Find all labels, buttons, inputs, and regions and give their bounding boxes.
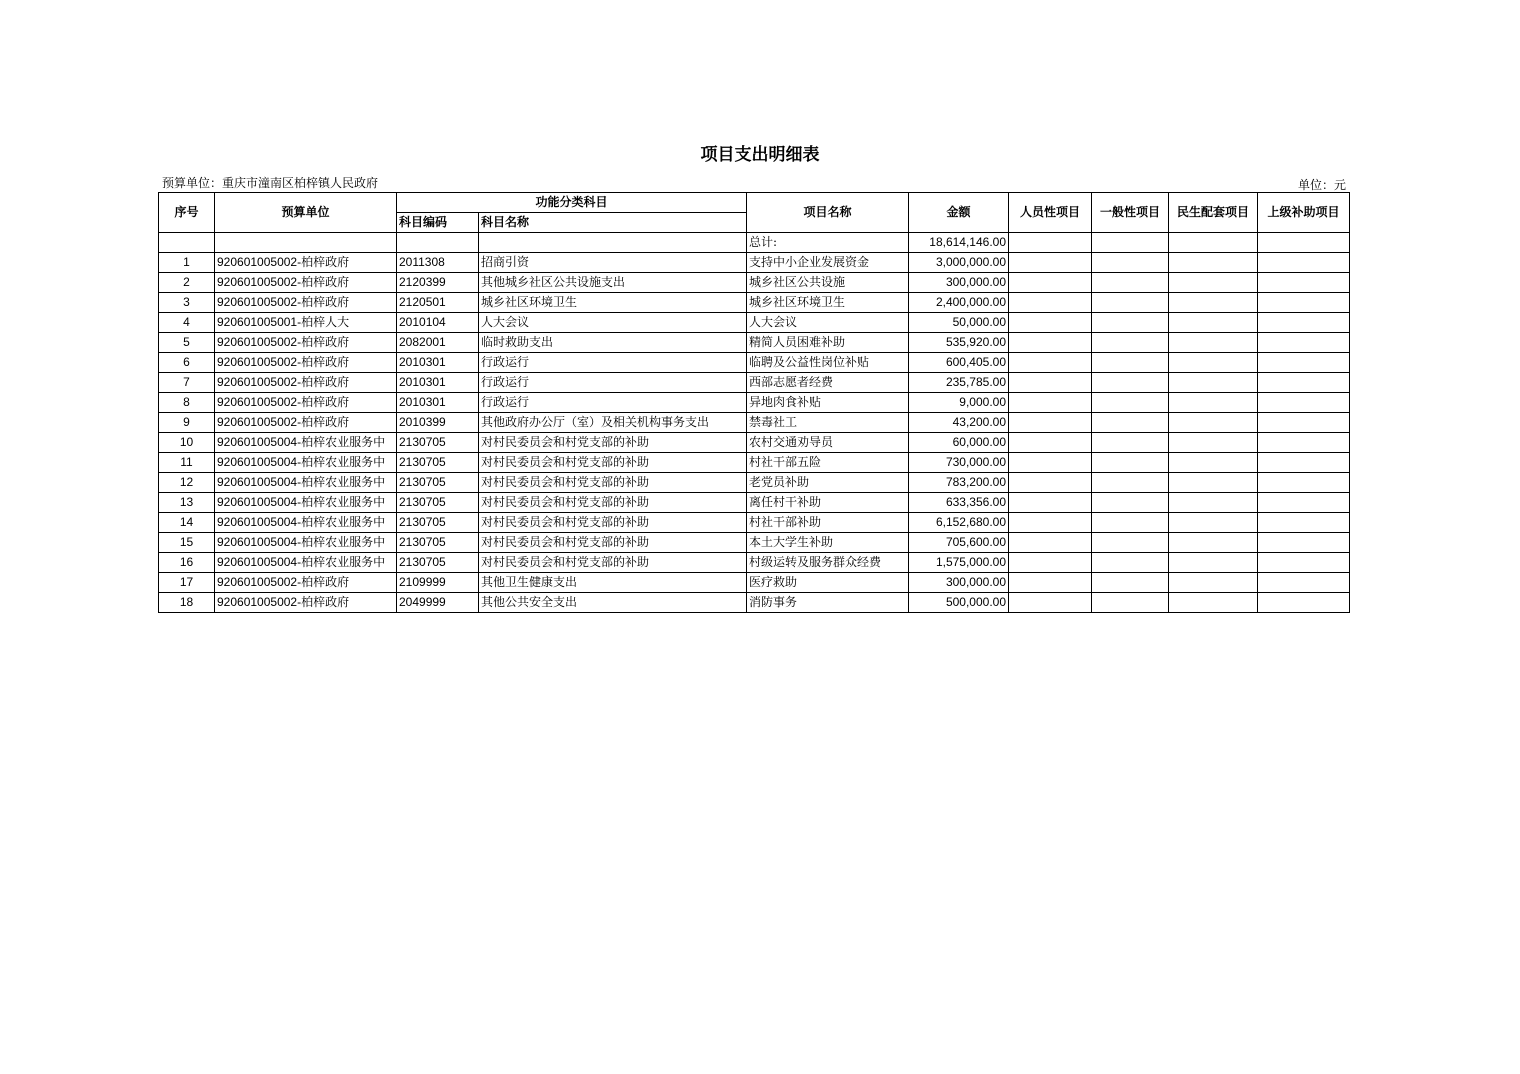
row-livelihood	[1169, 313, 1258, 333]
row-personnel	[1009, 313, 1092, 333]
row-project: 本土大学生补助	[747, 533, 909, 553]
row-project: 异地肉食补贴	[747, 393, 909, 413]
row-general	[1092, 413, 1169, 433]
row-func-name: 对村民委员会和村党支部的补助	[479, 433, 747, 453]
row-index: 14	[159, 513, 215, 533]
row-livelihood	[1169, 473, 1258, 493]
row-func-code: 2109999	[397, 573, 479, 593]
total-label: 总计:	[747, 233, 909, 253]
row-livelihood	[1169, 453, 1258, 473]
row-general	[1092, 513, 1169, 533]
row-livelihood	[1169, 353, 1258, 373]
table-row	[159, 533, 1350, 553]
row-func-code: 2130705	[397, 433, 479, 453]
row-project: 老党员补助	[747, 473, 909, 493]
table-row	[159, 453, 1350, 473]
row-subsidy	[1258, 573, 1350, 593]
row-livelihood	[1169, 393, 1258, 413]
row-project: 城乡社区公共设施	[747, 273, 909, 293]
row-general	[1092, 573, 1169, 593]
table-row	[159, 273, 1350, 293]
header-func-code: 科目编码	[397, 213, 479, 233]
row-personnel	[1009, 333, 1092, 353]
row-subsidy	[1258, 333, 1350, 353]
currency-unit-label: 单位：元	[1297, 178, 1346, 192]
header-func-group: 功能分类科目	[397, 193, 747, 213]
row-unit: 920601005004-柏梓农业服务中	[215, 513, 397, 533]
row-func-name: 临时救助支出	[479, 333, 747, 353]
row-subsidy	[1258, 273, 1350, 293]
header-index: 序号	[159, 193, 215, 233]
row-amount: 300,000.00	[909, 273, 1009, 293]
row-unit: 920601005002-柏梓政府	[215, 353, 397, 373]
row-func-name: 对村民委员会和村党支部的补助	[479, 473, 747, 493]
row-personnel	[1009, 553, 1092, 573]
row-func-code: 2010301	[397, 373, 479, 393]
row-personnel	[1009, 293, 1092, 313]
row-project: 村社干部五险	[747, 453, 909, 473]
row-project: 村社干部补助	[747, 513, 909, 533]
row-general	[1092, 313, 1169, 333]
row-general	[1092, 353, 1169, 373]
row-unit: 920601005002-柏梓政府	[215, 573, 397, 593]
row-amount: 1,575,000.00	[909, 553, 1009, 573]
row-general	[1092, 453, 1169, 473]
row-index: 17	[159, 573, 215, 593]
row-general	[1092, 493, 1169, 513]
row-unit: 920601005004-柏梓农业服务中	[215, 553, 397, 573]
row-amount: 535,920.00	[909, 333, 1009, 353]
row-func-name: 城乡社区环境卫生	[479, 293, 747, 313]
budget-unit-label: 预算单位：重庆市潼南区柏梓镇人民政府	[162, 176, 379, 190]
row-subsidy	[1258, 493, 1350, 513]
row-project: 离任村干补助	[747, 493, 909, 513]
table-row	[159, 513, 1350, 533]
row-index: 4	[159, 313, 215, 333]
table-row	[159, 493, 1350, 513]
row-amount: 300,000.00	[909, 573, 1009, 593]
row-personnel	[1009, 373, 1092, 393]
row-func-name: 招商引资	[479, 253, 747, 273]
table-row	[159, 433, 1350, 453]
header-amount: 金额	[909, 193, 1009, 233]
row-index: 9	[159, 413, 215, 433]
row-index: 3	[159, 293, 215, 313]
row-index: 6	[159, 353, 215, 373]
row-subsidy	[1258, 513, 1350, 533]
row-func-code: 2049999	[397, 593, 479, 613]
row-index: 1	[159, 253, 215, 273]
row-amount: 43,200.00	[909, 413, 1009, 433]
row-index: 7	[159, 373, 215, 393]
row-unit: 920601005004-柏梓农业服务中	[215, 433, 397, 453]
row-amount: 3,000,000.00	[909, 253, 1009, 273]
row-general	[1092, 393, 1169, 413]
table-row	[159, 473, 1350, 493]
row-livelihood	[1169, 273, 1258, 293]
table-row	[159, 353, 1350, 373]
row-func-name: 对村民委员会和村党支部的补助	[479, 453, 747, 473]
row-personnel	[1009, 533, 1092, 553]
table-row	[159, 373, 1350, 393]
row-livelihood	[1169, 333, 1258, 353]
row-personnel	[1009, 413, 1092, 433]
row-general	[1092, 473, 1169, 493]
row-index: 12	[159, 473, 215, 493]
row-general	[1092, 293, 1169, 313]
row-func-code: 2010301	[397, 353, 479, 373]
row-personnel	[1009, 473, 1092, 493]
row-func-code: 2130705	[397, 453, 479, 473]
total-row	[159, 233, 1350, 253]
row-general	[1092, 273, 1169, 293]
header-project: 项目名称	[747, 193, 909, 233]
row-index: 5	[159, 333, 215, 353]
row-unit: 920601005002-柏梓政府	[215, 293, 397, 313]
table-row	[159, 333, 1350, 353]
row-subsidy	[1258, 353, 1350, 373]
row-project: 精简人员困难补助	[747, 333, 909, 353]
row-func-name: 对村民委员会和村党支部的补助	[479, 553, 747, 573]
table-row	[159, 593, 1350, 613]
row-func-name: 其他公共安全支出	[479, 593, 747, 613]
row-subsidy	[1258, 313, 1350, 333]
row-func-code: 2010399	[397, 413, 479, 433]
row-func-code: 2010301	[397, 393, 479, 413]
row-general	[1092, 553, 1169, 573]
row-amount: 235,785.00	[909, 373, 1009, 393]
row-project: 人大会议	[747, 313, 909, 333]
row-amount: 60,000.00	[909, 433, 1009, 453]
row-index: 11	[159, 453, 215, 473]
row-func-name: 其他卫生健康支出	[479, 573, 747, 593]
row-func-code: 2120399	[397, 273, 479, 293]
row-general	[1092, 593, 1169, 613]
row-func-code: 2130705	[397, 473, 479, 493]
header-livelihood: 民生配套项目	[1169, 193, 1258, 233]
row-project: 禁毒社工	[747, 413, 909, 433]
row-func-code: 2130705	[397, 553, 479, 573]
row-subsidy	[1258, 533, 1350, 553]
row-livelihood	[1169, 593, 1258, 613]
row-func-name: 对村民委员会和村党支部的补助	[479, 513, 747, 533]
row-unit: 920601005002-柏梓政府	[215, 273, 397, 293]
row-personnel	[1009, 253, 1092, 273]
table-row	[159, 293, 1350, 313]
row-personnel	[1009, 493, 1092, 513]
row-unit: 920601005004-柏梓农业服务中	[215, 473, 397, 493]
row-unit: 920601005002-柏梓政府	[215, 413, 397, 433]
row-livelihood	[1169, 533, 1258, 553]
row-project: 医疗救助	[747, 573, 909, 593]
row-personnel	[1009, 353, 1092, 373]
row-subsidy	[1258, 293, 1350, 313]
row-livelihood	[1169, 413, 1258, 433]
row-func-name: 行政运行	[479, 373, 747, 393]
table-row	[159, 253, 1350, 273]
row-livelihood	[1169, 573, 1258, 593]
row-personnel	[1009, 593, 1092, 613]
row-subsidy	[1258, 473, 1350, 493]
row-livelihood	[1169, 493, 1258, 513]
row-project: 支持中小企业发展资金	[747, 253, 909, 273]
row-livelihood	[1169, 373, 1258, 393]
row-func-name: 人大会议	[479, 313, 747, 333]
row-subsidy	[1258, 433, 1350, 453]
header-unit: 预算单位	[215, 193, 397, 233]
table-row	[159, 393, 1350, 413]
row-unit: 920601005001-柏梓人大	[215, 313, 397, 333]
row-subsidy	[1258, 593, 1350, 613]
row-func-code: 2011308	[397, 253, 479, 273]
row-project: 村级运转及服务群众经费	[747, 553, 909, 573]
table-row	[159, 313, 1350, 333]
row-unit: 920601005002-柏梓政府	[215, 373, 397, 393]
row-general	[1092, 333, 1169, 353]
row-amount: 9,000.00	[909, 393, 1009, 413]
row-livelihood	[1169, 433, 1258, 453]
row-general	[1092, 533, 1169, 553]
row-personnel	[1009, 573, 1092, 593]
row-personnel	[1009, 273, 1092, 293]
row-func-name: 对村民委员会和村党支部的补助	[479, 493, 747, 513]
row-amount: 730,000.00	[909, 453, 1009, 473]
row-personnel	[1009, 513, 1092, 533]
row-personnel	[1009, 433, 1092, 453]
row-amount: 783,200.00	[909, 473, 1009, 493]
row-amount: 705,600.00	[909, 533, 1009, 553]
row-func-name: 对村民委员会和村党支部的补助	[479, 533, 747, 553]
row-index: 16	[159, 553, 215, 573]
row-amount: 633,356.00	[909, 493, 1009, 513]
header-personnel: 人员性项目	[1009, 193, 1092, 233]
row-index: 15	[159, 533, 215, 553]
row-unit: 920601005002-柏梓政府	[215, 253, 397, 273]
row-general	[1092, 433, 1169, 453]
row-amount: 2,400,000.00	[909, 293, 1009, 313]
row-index: 2	[159, 273, 215, 293]
page-title: 项目支出明细表	[700, 145, 820, 165]
row-general	[1092, 373, 1169, 393]
row-func-code: 2130705	[397, 513, 479, 533]
row-func-code: 2130705	[397, 493, 479, 513]
row-project: 西部志愿者经费	[747, 373, 909, 393]
row-amount: 600,405.00	[909, 353, 1009, 373]
expense-table	[158, 192, 1350, 613]
row-subsidy	[1258, 553, 1350, 573]
row-unit: 920601005004-柏梓农业服务中	[215, 493, 397, 513]
table-row	[159, 413, 1350, 433]
row-func-code: 2130705	[397, 533, 479, 553]
row-livelihood	[1169, 553, 1258, 573]
row-subsidy	[1258, 413, 1350, 433]
row-subsidy	[1258, 253, 1350, 273]
row-func-name: 行政运行	[479, 393, 747, 413]
row-amount: 50,000.00	[909, 313, 1009, 333]
row-amount: 6,152,680.00	[909, 513, 1009, 533]
row-project: 城乡社区环境卫生	[747, 293, 909, 313]
row-unit: 920601005004-柏梓农业服务中	[215, 533, 397, 553]
row-amount: 500,000.00	[909, 593, 1009, 613]
row-unit: 920601005002-柏梓政府	[215, 333, 397, 353]
row-subsidy	[1258, 373, 1350, 393]
table-row	[159, 553, 1350, 573]
row-subsidy	[1258, 393, 1350, 413]
row-index: 13	[159, 493, 215, 513]
row-unit: 920601005002-柏梓政府	[215, 393, 397, 413]
header-general: 一般性项目	[1092, 193, 1169, 233]
row-func-code: 2082001	[397, 333, 479, 353]
row-project: 消防事务	[747, 593, 909, 613]
header-func-name: 科目名称	[479, 213, 747, 233]
total-amount: 18,614,146.00	[909, 233, 1009, 253]
row-func-code: 2010104	[397, 313, 479, 333]
row-general	[1092, 253, 1169, 273]
row-personnel	[1009, 453, 1092, 473]
row-subsidy	[1258, 453, 1350, 473]
row-unit: 920601005002-柏梓政府	[215, 593, 397, 613]
row-personnel	[1009, 393, 1092, 413]
row-livelihood	[1169, 513, 1258, 533]
row-func-name: 其他城乡社区公共设施支出	[479, 273, 747, 293]
row-index: 18	[159, 593, 215, 613]
row-unit: 920601005004-柏梓农业服务中	[215, 453, 397, 473]
row-project: 农村交通劝导员	[747, 433, 909, 453]
row-func-name: 其他政府办公厅（室）及相关机构事务支出	[479, 413, 747, 433]
row-func-name: 行政运行	[479, 353, 747, 373]
row-index: 10	[159, 433, 215, 453]
row-index: 8	[159, 393, 215, 413]
row-livelihood	[1169, 253, 1258, 273]
row-livelihood	[1169, 293, 1258, 313]
table-row	[159, 573, 1350, 593]
header-subsidy: 上级补助项目	[1258, 193, 1350, 233]
row-project: 临聘及公益性岗位补贴	[747, 353, 909, 373]
row-func-code: 2120501	[397, 293, 479, 313]
